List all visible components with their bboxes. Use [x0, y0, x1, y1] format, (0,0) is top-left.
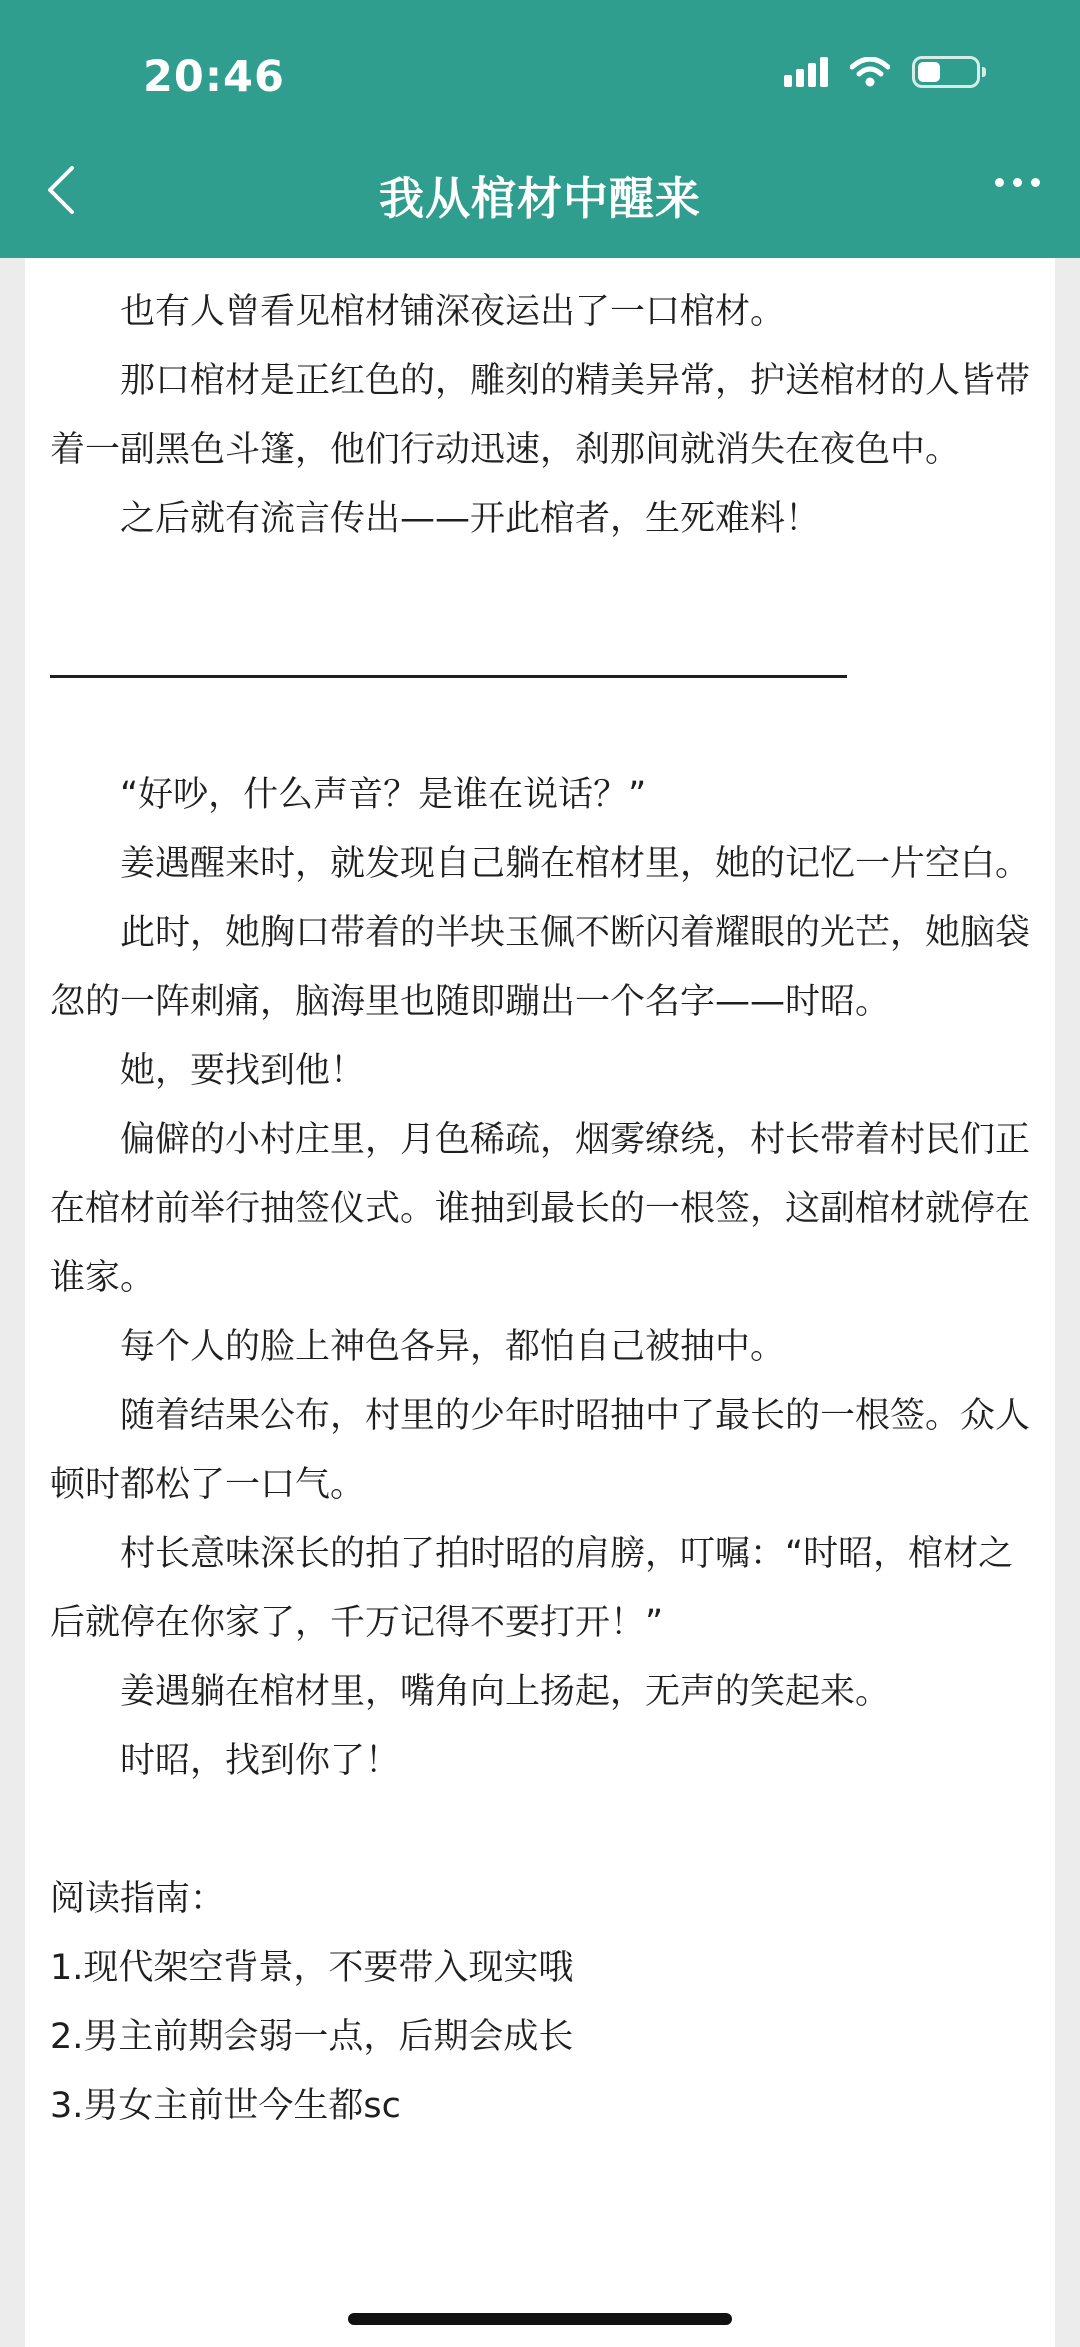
- home-indicator[interactable]: [348, 2313, 732, 2325]
- status-time: 20:46: [143, 52, 285, 102]
- reading-guide-item: 3.男女主前世今生都sc: [50, 2086, 401, 2126]
- paragraph: 那口棺材是正红色的，雕刻的精美异常，护送棺材的人皆带着一副黑色斗篷，他们行动迅速，刹那间就消失在夜色中。: [50, 361, 1031, 470]
- paragraph: “好吵，什么声音？是谁在说话？”: [120, 775, 647, 815]
- chapter-content: [50, 278, 1040, 2141]
- spacer: [50, 1796, 1040, 1865]
- reading-guide-item: 2.男主前期会弱一点，后期会成长: [50, 2017, 574, 2057]
- page-title: 我从棺材中醒来: [378, 172, 701, 225]
- paragraph: 也有人曾看见棺材铺深夜运出了一口棺材。: [120, 292, 786, 332]
- signal-icon: [784, 57, 828, 87]
- reading-guide-title: 阅读指南：: [50, 1879, 226, 1919]
- paragraph: 姜遇醒来时，就发现自己躺在棺材里，她的记忆一片空白。: [120, 844, 1031, 884]
- paragraph: 村长意味深长的拍了拍时昭的肩膀，叮嘱：“时昭，棺材之后就停在你家了，千万记得不要打开！”: [50, 1534, 1014, 1643]
- paragraph: 此时，她胸口带着的半块玉佩不断闪着耀眼的光芒，她脑袋忽的一阵刺痛，脑海里也随即蹦出一个名字——时昭。: [50, 913, 1031, 1022]
- paragraph: 时昭，找到你了！: [120, 1741, 401, 1781]
- more-dots-icon[interactable]: [995, 178, 1040, 187]
- reading-guide-item: 1.现代架空背景，不要带入现实哦: [50, 1948, 574, 1988]
- paragraph: 随着结果公布，村里的少年时昭抽中了最长的一根签。众人顿时都松了一口气。: [50, 1396, 1031, 1505]
- status-icons: [784, 56, 980, 88]
- header-bar: [0, 0, 1080, 258]
- reading-page: [25, 258, 1055, 2347]
- paragraph: 之后就有流言传出——开此棺者，生死难料！: [120, 499, 821, 539]
- paragraph: 偏僻的小村庄里，月色稀疏，烟雾缭绕，村长带着村民们正在棺材前举行抽签仪式。谁抽到最长的一根签，这副棺材就停在谁家。: [50, 1120, 1031, 1298]
- paragraph: 她，要找到他！: [120, 1051, 366, 1091]
- paragraph: 姜遇躺在棺材里，嘴角向上扬起，无声的笑起来。: [120, 1672, 891, 1712]
- separator-line: [50, 623, 1040, 692]
- wifi-icon: [850, 57, 890, 87]
- spacer: [50, 692, 1040, 761]
- spacer: [50, 554, 1040, 623]
- paragraph: 每个人的脸上神色各异，都怕自己被抽中。: [120, 1327, 786, 1367]
- battery-icon: [912, 56, 980, 88]
